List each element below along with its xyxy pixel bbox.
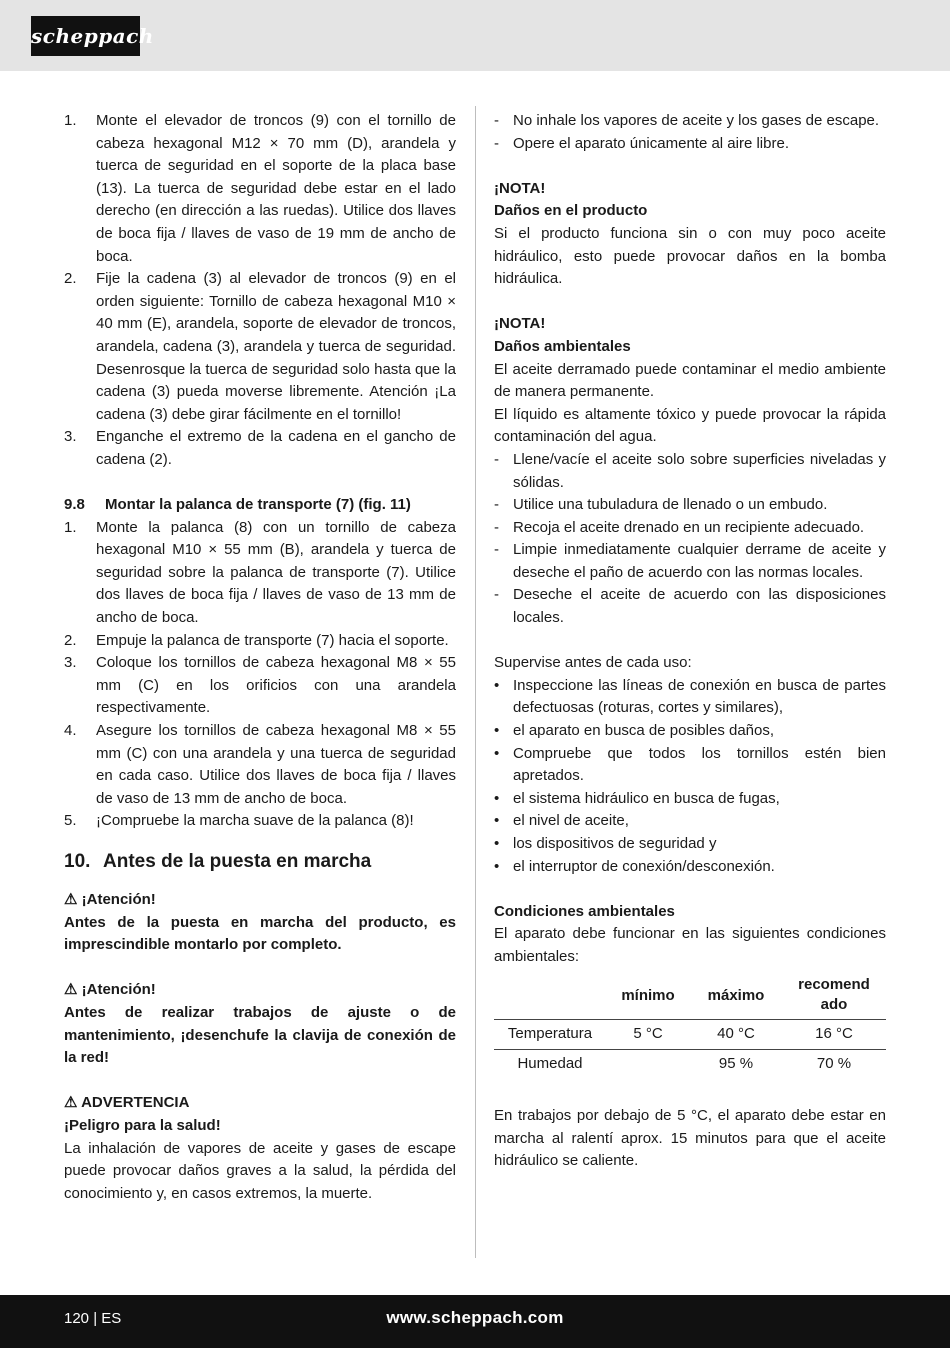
- bullet-marker: •: [494, 676, 500, 694]
- dash-marker: -: [494, 518, 499, 536]
- right-column: [494, 110, 886, 1173]
- warning-triangle-icon: ⚠: [64, 981, 78, 999]
- list-item: [494, 584, 886, 629]
- item-text: No inhale los vapores de aceite y los gases de escape.: [513, 112, 880, 129]
- item-text: Utilice una tubuladura de llenado o un embudo.: [513, 496, 828, 514]
- list-item: [494, 833, 886, 856]
- note-title: ¡NOTA!: [494, 315, 546, 333]
- dash-marker: -: [494, 541, 499, 559]
- table-cell: 95 %: [718, 1055, 754, 1073]
- item-text: Asegure los tornillos de cabeza hexagonal M8 × 55 mm (C) con una arandela y una tuerca de seguridad en cada caso. Utilice dos llaves de boca fija / llaves de vaso de 13 mm de ancho de boca.: [96, 722, 456, 807]
- table-cell: Temperatura: [494, 1019, 606, 1049]
- list-item: [494, 810, 886, 833]
- dash-marker: -: [494, 112, 499, 129]
- list-item: [494, 539, 886, 584]
- item-text: Opere el aparato únicamente al aire libre.: [513, 134, 789, 152]
- left-column: [64, 110, 456, 1205]
- item-text: el interruptor de conexión/desconexión.: [513, 857, 775, 875]
- page-header: [0, 0, 950, 71]
- item-text: Deseche el aceite de acuerdo con las disposiciones locales.: [513, 586, 886, 627]
- oil-handling-dash-list: [494, 449, 886, 630]
- environment-conditions-table: [494, 973, 886, 1080]
- bullet-marker: •: [494, 812, 500, 830]
- note-environmental-damage: [494, 313, 886, 449]
- list-item: [494, 856, 886, 879]
- section-title: Antes de la puesta en marcha: [103, 851, 372, 872]
- dash-marker: -: [494, 496, 499, 514]
- item-number: 4.: [64, 722, 77, 740]
- conditions-title: Condiciones ambientales: [494, 902, 675, 920]
- item-text: Llene/vacíe el aceite solo sobre superficies niveladas y sólidas.: [513, 450, 886, 491]
- warning-title: ¡Atención!: [81, 891, 156, 908]
- list-item: [494, 675, 886, 720]
- list-item: [494, 788, 886, 811]
- item-number: 1.: [64, 112, 77, 129]
- supervise-intro: Supervise antes de cada uso:: [494, 654, 692, 672]
- item-number: 5.: [64, 812, 77, 830]
- list-item: [64, 630, 456, 653]
- table-header-cell: [494, 973, 606, 1020]
- subsection-heading: [64, 494, 456, 517]
- warning-title: ¡Atención!: [81, 981, 156, 999]
- bullet-marker: •: [494, 835, 500, 852]
- note-subtitle: Daños ambientales: [494, 337, 631, 355]
- table-cell: 40 °C: [690, 1019, 782, 1049]
- dash-marker: -: [494, 134, 499, 152]
- list-item: [494, 743, 886, 788]
- warning-block-health: [64, 1092, 456, 1205]
- list-item: [64, 268, 456, 426]
- column-divider: [475, 106, 476, 1258]
- brand-logo: scheppach: [31, 16, 140, 56]
- page-number: 120 | ES: [64, 1310, 122, 1327]
- item-text: Monte el elevador de troncos (9) con el tornillo de cabeza hexagonal M12 × 70 mm (D), arandela y tuerca de seguridad en el soporte de la placa base (13). La tuerca de seguridad debe estar en el lado derecho (en dirección a las ruedas). Utilice dos llaves de boca fija / llaves de vaso de 19 mm de ancho de boca.: [96, 112, 456, 265]
- item-text: Fije la cadena (3) al elevador de troncos (9) en el orden siguiente: Tornillo de cabeza hexagonal M10 × 40 mm (E), arandela, soporte de elevador de troncos, arandela, cadena (3), arandela y tuerca de seguridad. Desenrosque la tuerca de seguridad solo hasta que la cadena (3) pueda moverse libremente. Atención ¡La cadena (3) debe girar fácilmente en el tornillo!: [96, 270, 456, 423]
- list-item: [494, 133, 886, 156]
- page-footer: [0, 1295, 950, 1348]
- item-text: Compruebe que todos los tornillos estén bien apretados.: [513, 744, 886, 785]
- warning-triangle-icon: ⚠: [64, 1094, 78, 1112]
- warning-text: La inhalación de vapores de aceite y gases de escape puede provocar daños graves a la salud, la pérdida del conocimiento y, en casos extremos, la muerte.: [64, 1139, 456, 1202]
- supervise-bullet-list: [494, 675, 886, 878]
- note-product-damage: [494, 178, 886, 291]
- item-text: Inspeccione las líneas de conexión en busca de partes defectuosas (roturas, cortes y similares),: [513, 676, 886, 717]
- bullet-marker: •: [494, 857, 500, 875]
- fumes-dash-list: [494, 110, 886, 155]
- list-item: [494, 449, 886, 494]
- table-row: [494, 1019, 886, 1049]
- item-text: el sistema hidráulico en busca de fugas,: [513, 789, 780, 807]
- table-cell: 70 %: [816, 1055, 852, 1073]
- note-title: ¡NOTA!: [494, 179, 546, 197]
- list-item: [64, 720, 456, 810]
- note-text: Si el producto funciona sin o con muy poco aceite hidráulico, esto puede provocar daños en la bomba hidráulica.: [494, 224, 886, 288]
- note-subtitle: Daños en el producto: [494, 202, 648, 220]
- table-header-cell: mínimo: [621, 986, 675, 1004]
- table-cell: 16 °C: [782, 1019, 886, 1049]
- table-cell: Humedad: [517, 1055, 583, 1073]
- conditions-text: El aparato debe funcionar en las siguientes condiciones ambientales:: [494, 925, 886, 965]
- list-item: [494, 517, 886, 540]
- list-item: [64, 110, 456, 268]
- warning-block-unplug: [64, 979, 456, 1069]
- item-text: Monte la palanca (8) con un tornillo de cabeza hexagonal M10 × 55 mm (B), arandela y tuerca de seguridad sobre la palanca de transporte (7). Utilice dos llaves de boca fija / llaves de vaso de 13 mm de ancho de boca.: [96, 518, 456, 627]
- table-row: [494, 1049, 886, 1079]
- table-header-cell: máximo: [707, 986, 765, 1004]
- warning-text: Antes de la puesta en marcha del producto, es imprescindible montarlo por completo.: [64, 913, 456, 954]
- subsection-title: Montar la palanca de transporte (7) (fig. 11): [105, 496, 411, 514]
- item-text: Empuje la palanca de transporte (7) hacia el soporte.: [96, 631, 449, 649]
- bullet-marker: •: [494, 744, 500, 762]
- list-item: [64, 652, 456, 720]
- item-number: 1.: [64, 518, 77, 536]
- list-item: [64, 426, 456, 471]
- transport-lever-steps-list: [64, 517, 456, 833]
- warning-triangle-icon: ⚠: [64, 891, 78, 908]
- warning-text: Antes de realizar trabajos de ajuste o de mantenimiento, ¡desenchufe la clavija de conexión de la red!: [64, 1003, 456, 1067]
- item-number: 3.: [64, 428, 77, 446]
- warning-block-assembly: [64, 889, 456, 957]
- item-text: el nivel de aceite,: [513, 812, 629, 830]
- item-text: el aparato en busca de posibles daños,: [513, 722, 775, 740]
- list-item: [494, 494, 886, 517]
- dash-marker: -: [494, 450, 499, 468]
- item-text: Limpie inmediatamente cualquier derrame de aceite y deseche el paño de acuerdo con las normas locales.: [513, 541, 886, 581]
- section-heading: [64, 849, 456, 875]
- item-number: 2.: [64, 270, 77, 288]
- section-number: 10.: [64, 851, 91, 872]
- warning-title: ADVERTENCIA: [81, 1094, 190, 1112]
- item-text: ¡Compruebe la marcha suave de la palanca (8)!: [96, 812, 414, 830]
- closing-paragraph: En trabajos por debajo de 5 °C, el aparato debe estar en marcha al ralentí aprox. 15 minutos para que el aceite hidráulico se caliente.: [494, 1107, 886, 1170]
- assembly-steps-list: [64, 110, 456, 472]
- warning-subtitle: ¡Peligro para la salud!: [64, 1116, 221, 1134]
- list-item: [494, 720, 886, 743]
- item-number: 2.: [64, 631, 77, 649]
- note-text: El líquido es altamente tóxico y puede provocar la rápida contaminación del agua.: [494, 405, 886, 446]
- item-number: 3.: [64, 654, 77, 672]
- table-cell: 5 °C: [606, 1019, 690, 1049]
- item-text: los dispositivos de seguridad y: [513, 835, 717, 852]
- note-text: El aceite derramado puede contaminar el medio ambiente de manera permanente.: [494, 360, 886, 401]
- dash-marker: -: [494, 586, 499, 604]
- bullet-marker: •: [494, 722, 500, 740]
- table-cell: [606, 1049, 690, 1079]
- website-url: www.scheppach.com: [386, 1308, 564, 1327]
- table-header-cell: recomendado: [798, 975, 870, 1013]
- item-text: Recoja el aceite drenado en un recipiente adecuado.: [513, 518, 865, 536]
- bullet-marker: •: [494, 789, 500, 807]
- item-text: Enganche el extremo de la cadena en el gancho de cadena (2).: [96, 428, 456, 468]
- table-header-row: [494, 973, 886, 1020]
- subsection-number: 9.8: [64, 496, 85, 514]
- list-item: [64, 810, 456, 833]
- item-text: Coloque los tornillos de cabeza hexagonal M8 × 55 mm (C) en los orificios con una arandela respectivamente.: [96, 654, 456, 717]
- list-item: [64, 517, 456, 630]
- list-item: [494, 110, 886, 133]
